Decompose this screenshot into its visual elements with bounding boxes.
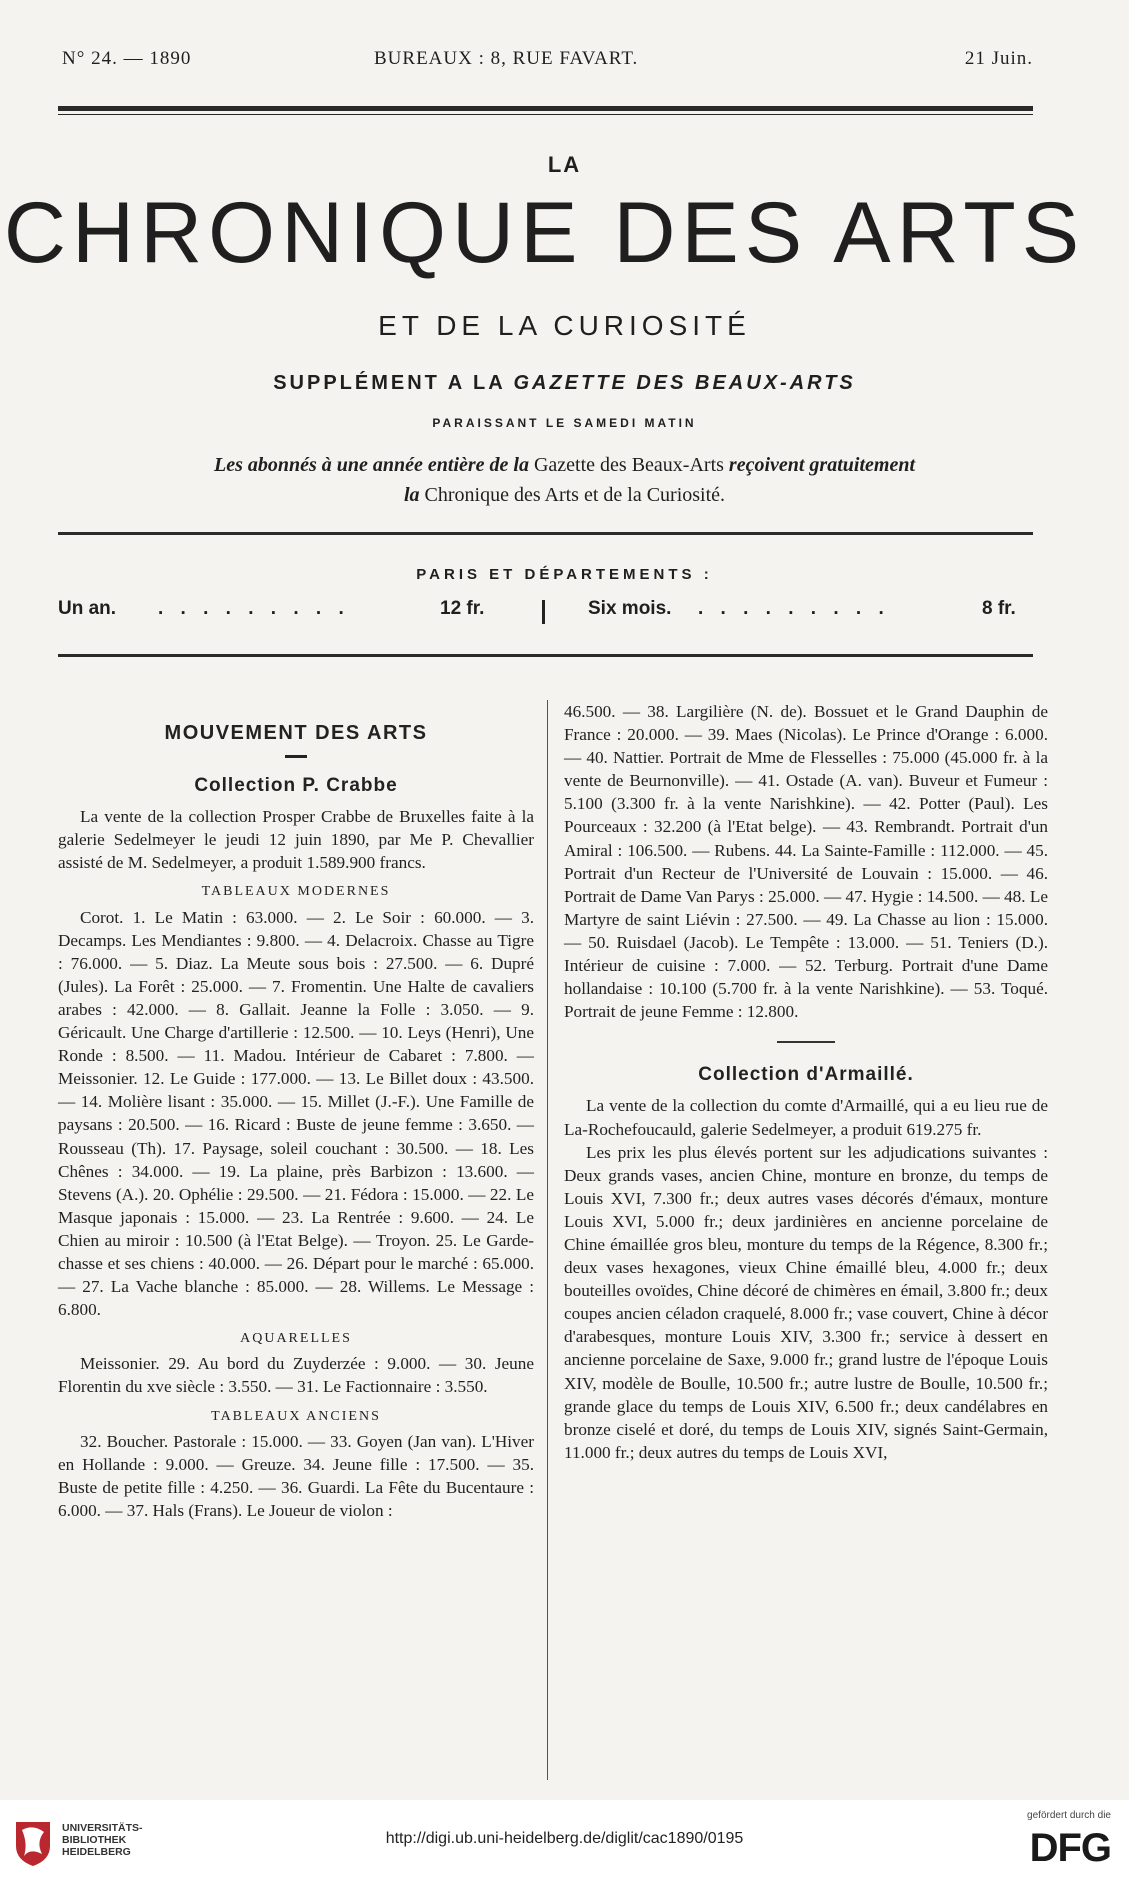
- half-price: 8 fr.: [982, 598, 1016, 619]
- columns-top-rule: [58, 654, 1033, 657]
- half-label: Six mois.: [588, 598, 672, 619]
- armaille-paragraph-1: La vente de la collection du comte d'Armaillé, qui a eu lieu rue de La-Rochefoucauld, galerie Sedelmeyer, a produit 619.275 fr.: [564, 1096, 1048, 1139]
- dfg-logo: DFG: [1029, 1826, 1111, 1870]
- anciens-text: 32. Boucher. Pastorale : 15.000. — 33. Goyen (Jan van). L'Hiver en Hollande : 9.000. — Greuze. 34. Jeune fille : 17.500. — 35. Buste de petite fille : 4.250. — 36. Guardi. La Fête du Bucentaure : 6.000. — 37. Hals (Frans). Le Joueur de violon :: [58, 1431, 534, 1520]
- year-label: Un an.: [58, 598, 117, 619]
- section-dash: [285, 755, 307, 758]
- abonnes-italic: Les abonnés à une année entière de la: [213, 454, 529, 476]
- masthead-la: LA: [547, 152, 582, 177]
- half-dots: . . . . . . . . .: [698, 598, 890, 619]
- abonnes-la: la: [403, 484, 420, 506]
- armaille-paragraph-2: Les prix les plus élevés portent sur les adjudications suivantes : Deux grands vases, ancien Chine, monture en bronze, du temps de Louis XVI, 7.300 fr.; deux autres vases décorés d'émaux, monture Louis XVI, 5.000 fr.; deux jardinières en ancienne porcelaine de Chine émaillée gros bleu, monture du temps de la Régence, 8.300 fr.; deux vases hexagones, vieux Chine émaillé bleu, 4.000 fr.; deux bouteilles ovoïdes, Chine décoré de chimères en émail, 3.800 fr.; deux coupes ancien céladon craquelé, 8.000 fr.; vase couvert, Chine à décor d'arabesques, monture Louis XIV, 3.300 fr.; service à dessert en ancienne porcelaine de Saxe, 9.000 fr.; grand lustre de l'époque Louis XIV, modèle de Boulle, 10.500 fr.; autre lustre de Boulle, 10.500 fr.; grande glace du temps de Louis XIV, 6.500 fr.; deux candélabres en bronze ciselé et doré, du temps de Louis XIV, signés Saint-Germain, 11.000 fr.; deux autres du temps de Louis XVI,: [564, 1142, 1048, 1462]
- masthead-title: CHRONIQUE DES ARTS: [3, 185, 1086, 281]
- modern-title: TABLEAUX MODERNES: [201, 884, 391, 900]
- abonnes-chronique: Chronique des Arts et de la Curiosité.: [424, 484, 726, 506]
- source-url-link[interactable]: http://digi.ub.uni-heidelberg.de/diglit/cac1890/0195: [385, 1830, 744, 1847]
- crabbe-title: Collection P. Crabbe: [194, 775, 398, 797]
- continued-text: 46.500. — 38. Largilière (N. de). Bossuet et le Grand Dauphin de France : 20.000. — 39. Maes (Nicolas). Le Prince d'Orange : 6.000. — 40. Nattier. Portrait de Mme de Flesselles : 75.000 (45.000 fr. à la vente de Beurnonville). — 41. Ostade (A. van). Buveur et Fumeur : 5.100 (3.300 fr. à la vente Narishkine). — 42. Potter (Paul). Les Pourceaux : 32.200 (à l'Etat belge). — 43. Rembrandt. Portrait d'un Amiral : 106.500. — Rubens. 44. La Sainte-Famille : 112.000. — 45. Portrait d'un Recteur de l'Université de Louvain : 15.000. — 46. Portrait de Dame Van Parys : 25.000. — 47. Hygie : 14.500. — 48. Le Martyre de saint Liévin : 27.500. — 49. La Chasse au lion : 15.000. — 50. Ruisdael (Jacob). Le Tempête : 13.000. — 51. Teniers (D.). Intérieur de cuisine : 7.000. — 52. Terburg. Portrait d'une Dame hollandaise : 10.100 (5.700 fr. à la vente Narishkine). — 53. Toqué. Portrait de jeune Femme : 12.800.: [564, 702, 1048, 1022]
- issue-number: N° 24. — 1890: [62, 48, 192, 69]
- subscriber-note: [0, 450, 1129, 510]
- supplement-prefix: SUPPLÉMENT A LA: [273, 372, 514, 394]
- funded-by-text: gefördert durch die: [1027, 1810, 1111, 1821]
- left-column: [58, 700, 534, 1522]
- modern-text: Corot. 1. Le Matin : 63.000. — 2. Le Soir : 60.000. — 3. Decamps. Les Mendiantes : 9.800. — 4. Delacroix. Chasse au Tigre : 76.000. — 5. Diaz. La Meute sous bois : 27.500. — 6. Dupré (Jules). La Forêt : 25.000. — 7. Fromentin. Une Halte de cavaliers arabes : 42.000. — 8. Gallait. Jeanne la Folle : 3.050. — 9. Géricault. Une Charge d'artillerie : 12.500. — 10. Leys (Henri), Une Ronde : 8.500. — 11. Madou. Intérieur de Cabaret : 7.800. — Meissonier. 12. Le Guide : 177.000. — 13. Le Billet doux : 43.500. — 14. Molière lisant : 35.000. — 15. Millet (J.-F.). Une Famille de paysans : 20.500. — 16. Ricard : Buste de jeune femme : 3.650. — Rousseau (Th). 17. Paysage, soleil couchant : 30.500. — 18. Les Chênes : 34.000. — 19. La plaine, près Barbizon : 13.600. — Stevens (A.). 20. Ophélie : 29.500. — 21. Fédora : 15.000. — 22. Le Masque japonais : 15.000. — 23. La Rentrée : 9.600. — 24. Le Chien au miroir : 10.500 (à l'Etat Belge). — Troyon. 25. Le Garde-chasse et ses chiens : 40.000. — 26. Départ pour le marché : 65.000. — 27. La Vache blanche : 85.000. — 28. Willems. Le Message : 6.800.: [58, 907, 534, 1320]
- armaille-title: Collection d'Armaillé.: [698, 1064, 914, 1086]
- crabbe-intro: La vente de la collection Prosper Crabbe de Bruxelles faite à la galerie Sedelmeyer le jeudi 12 juin 1890, par Me P. Chevallier assisté de M. Sedelmeyer, a produit 1.589.900 francs.: [58, 807, 534, 873]
- abonnes-gratuit: reçoivent gratuitement: [728, 454, 915, 476]
- issue-date: 21 Juin.: [964, 48, 1033, 69]
- aquarelles-text: Meissonier. 29. Au bord du Zuyderzée : 9.000. — 30. Jeune Florentin du xve siècle : 3.550. — 31. Le Factionnaire : 3.550.: [58, 1354, 534, 1397]
- right-column: [564, 700, 1048, 1464]
- subscription-heading: PARIS ET DÉPARTEMENTS :: [416, 566, 713, 583]
- abonnes-gazette: Gazette des Beaux-Arts: [533, 454, 724, 476]
- paraissant-line: PARAISSANT LE SAMEDI MATIN: [432, 416, 697, 430]
- header-rule-thin: [58, 114, 1033, 115]
- section-title: MOUVEMENT DES ARTS: [164, 722, 428, 744]
- article-separator: [777, 1041, 835, 1043]
- footer-bar: [0, 1800, 1129, 1885]
- year-dots: . . . . . . . . .: [158, 598, 350, 619]
- header-rule-thick: [58, 106, 1033, 111]
- library-name: UNIVERSITÄTS- BIBLIOTHEK HEIDELBERG: [62, 1822, 143, 1858]
- year-price: 12 fr.: [440, 598, 485, 619]
- price-separator: [542, 600, 545, 624]
- masthead-subtitle: ET DE LA CURIOSITÉ: [378, 310, 751, 341]
- supplement-line: [0, 372, 1129, 395]
- subscription-prices: [58, 598, 1033, 628]
- masthead-rule: [58, 532, 1033, 535]
- supplement-journal: GAZETTE DES BEAUX-ARTS: [513, 372, 856, 394]
- anciens-title: TABLEAUX ANCIENS: [211, 1408, 381, 1424]
- bureaux-address: BUREAUX : 8, RUE FAVART.: [374, 48, 639, 69]
- column-divider: [547, 700, 548, 1780]
- aquarelles-title: AQUARELLES: [240, 1331, 352, 1347]
